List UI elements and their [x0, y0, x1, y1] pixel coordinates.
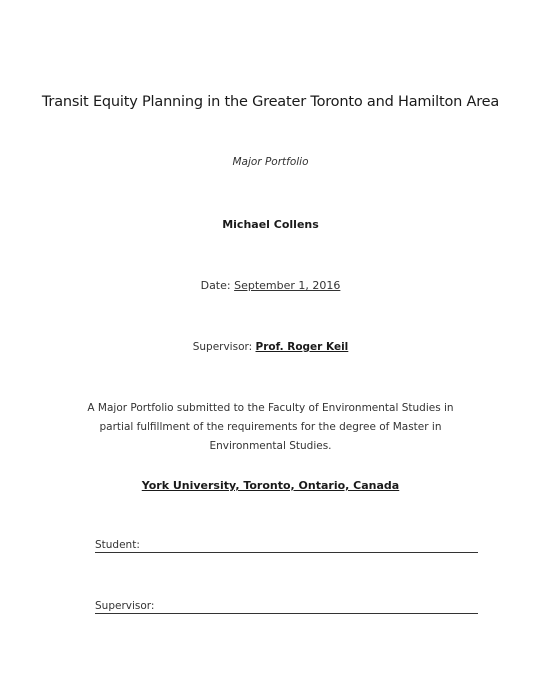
student-signature-label: Student:	[95, 539, 140, 551]
university-name: York University, Toronto, Ontario, Canada	[141, 479, 400, 492]
supervisor-name: Prof. Roger Keil	[255, 341, 349, 353]
document-subtitle: Major Portfolio	[232, 156, 309, 168]
date-line	[0, 279, 541, 292]
supervisor-signature-label: Supervisor:	[95, 600, 155, 612]
supervisor-signature-line	[95, 600, 478, 614]
date-label: Date:	[200, 279, 231, 292]
student-signature-line	[95, 539, 478, 553]
supervisor-label: Supervisor:	[192, 341, 253, 353]
supervisor-line	[0, 341, 541, 353]
document-title: Transit Equity Planning in the Greater Toronto and Hamilton Area	[41, 94, 500, 110]
portfolio-description: A Major Portfolio submitted to the Faculty of Environmental Studies in partial fulfillment of the requirements for the degree of Master in Environmental Studies.	[87, 402, 454, 452]
date-value: September 1, 2016	[234, 279, 341, 292]
author-name: Michael Collens	[222, 218, 319, 231]
